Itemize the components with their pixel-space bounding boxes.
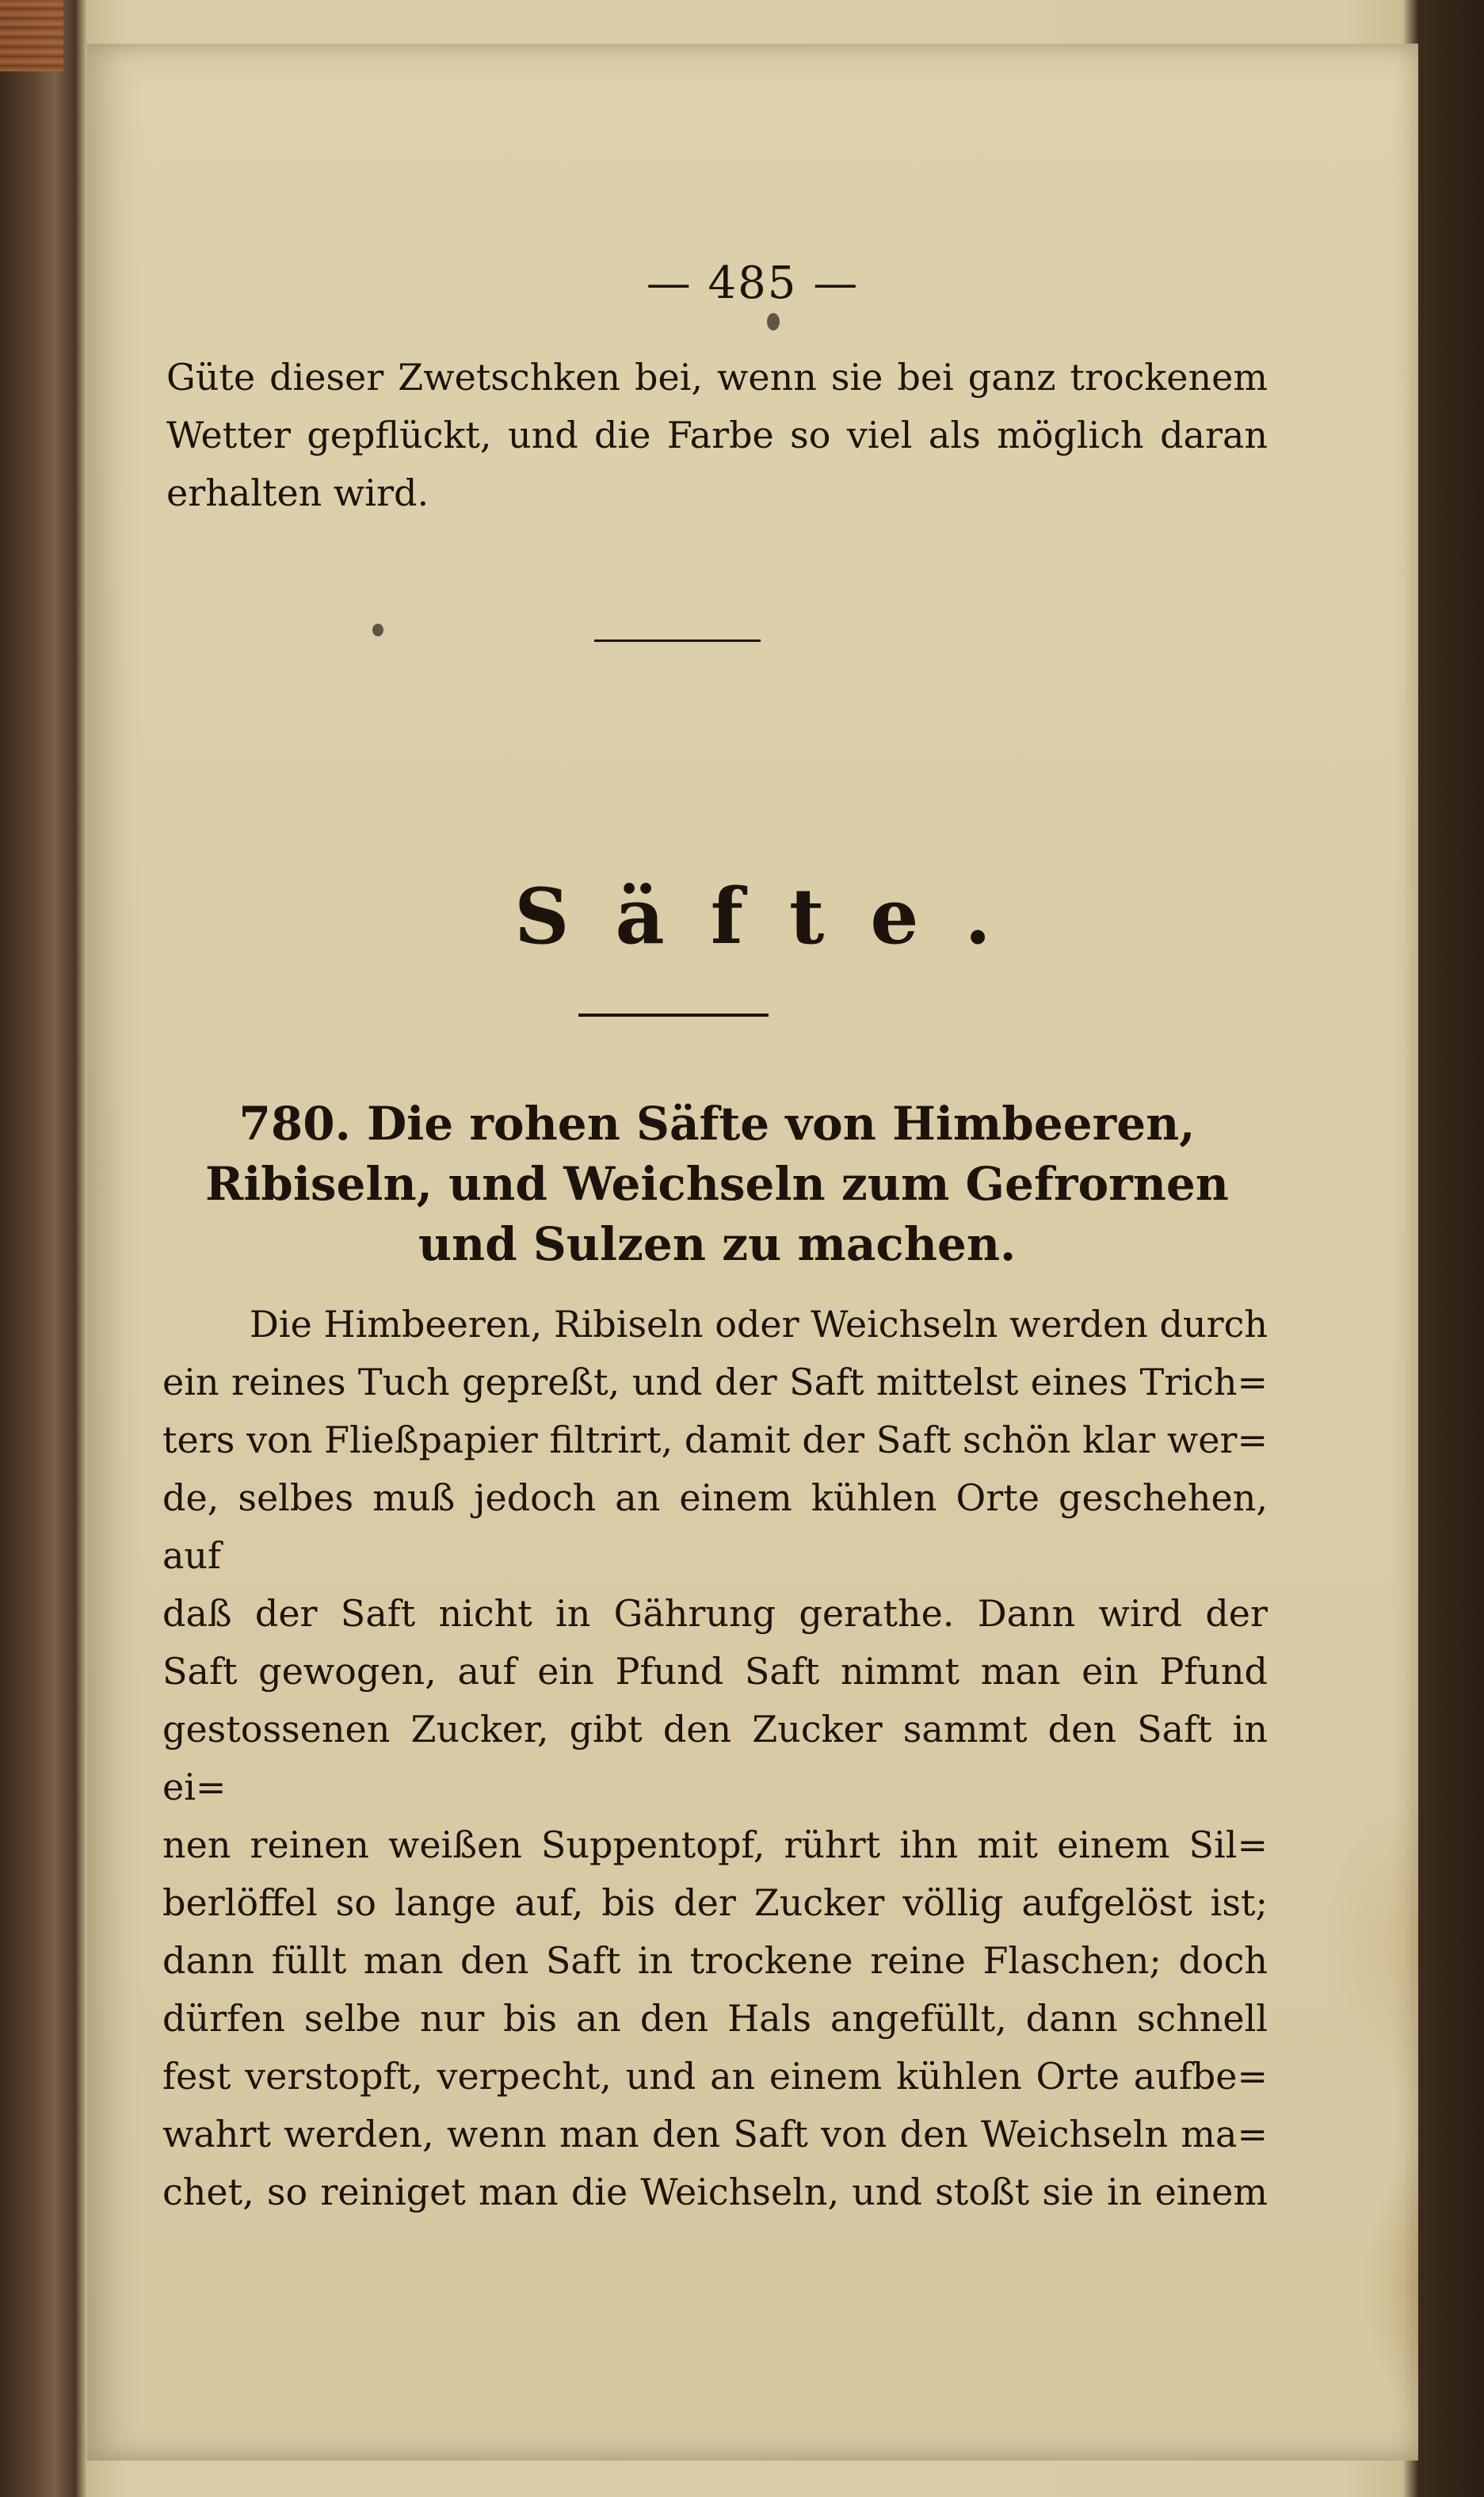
- paragraph-line: erhalten wird.: [166, 472, 429, 514]
- section-title: Säfte.: [514, 872, 1037, 961]
- separator-rule: [594, 640, 761, 642]
- paragraph-line: daß der Saft nicht in Gährung gerathe. Dann wird der: [162, 1592, 1268, 1635]
- page-sheet: [87, 44, 1418, 2461]
- paragraph-line: berlöffel so lange auf, bis der Zucker völlig aufgelöst ist;: [162, 1881, 1268, 1924]
- paragraph-line: dürfen selbe nur bis an den Hals angefüllt, dann schnell: [162, 1997, 1268, 2040]
- title-underline: [578, 1014, 769, 1017]
- paragraph-line: nen reinen weißen Suppentopf, rührt ihn mit einem Sil=: [162, 1823, 1268, 1866]
- paragraph-line: chet, so reiniget man die Weichseln, und stoßt sie in einem: [162, 2171, 1268, 2213]
- paragraph-line: ein reines Tuch gepreßt, und der Saft mittelst eines Trich=: [162, 1361, 1268, 1403]
- paragraph-line: Die Himbeeren, Ribiseln oder Weichseln werden durch: [250, 1303, 1268, 1346]
- paragraph-line: ters von Fließpapier filtrirt, damit der Saft schön klar wer=: [162, 1418, 1268, 1461]
- ink-spot: [767, 313, 780, 330]
- paragraph-line: fest verstopft, verpecht, und an einem kühlen Orte aufbe=: [162, 2055, 1268, 2098]
- recipe-heading: 780. Die rohen Säfte von Himbeeren, Ribiseln, und Weichseln zum Gefrornen und Sulzen zu machen.: [205, 1097, 1229, 1271]
- paragraph-line: dann füllt man den Saft in trockene reine Flaschen; doch: [162, 1939, 1268, 1982]
- paragraph-line: Saft gewogen, auf ein Pfund Saft nimmt man ein Pfund: [162, 1650, 1268, 1693]
- paragraph-line: gestossenen Zucker, gibt den Zucker sammt den Saft in ei=: [162, 1708, 1268, 1808]
- paragraph-line: de, selbes muß jedoch an einem kühlen Orte geschehen, auf: [162, 1476, 1268, 1577]
- paragraph-line: wahrt werden, wenn man den Saft von den Weichseln ma=: [162, 2113, 1268, 2155]
- paragraph-continuation: [166, 349, 1268, 522]
- page-number: — 485 —: [646, 258, 860, 309]
- paragraph-line: Wetter gepflückt, und die Farbe so viel als möglich daran: [166, 414, 1268, 456]
- paragraph-line: Güte dieser Zwetschken bei, wenn sie bei ganz trockenem: [166, 356, 1268, 399]
- ink-spot: [372, 624, 383, 636]
- recipe-body: [162, 1296, 1268, 2221]
- book-spine-edge: [0, 0, 63, 71]
